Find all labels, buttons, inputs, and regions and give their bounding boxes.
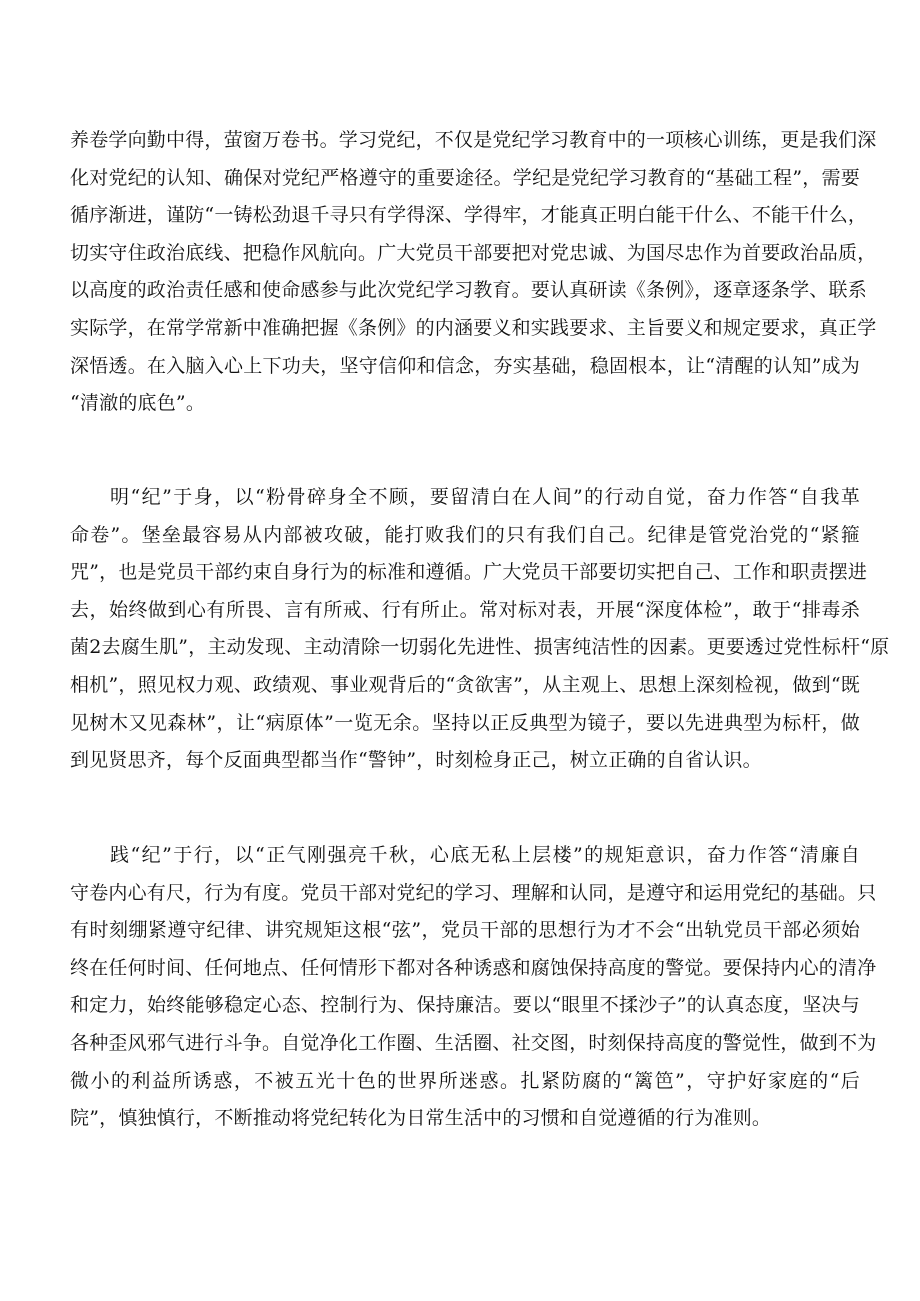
paragraph-line: 养卷学向勤中得，萤窗万卷书。学习党纪，不仅是党纪学习教育中的一项核心训练，更是我们深	[70, 129, 877, 151]
paragraph-line: 咒”，也是党员干部约束自身行为的标准和遵循。广大党员干部要切实把自己、工作和职责摆进	[70, 561, 868, 584]
paragraph-line: 相机”，照见权力观、政绩观、事业观背后的“贪欲害”，从主观上、思想上深刻检视，做到“既	[70, 673, 860, 696]
paragraph-line: 菌2去腐生肌”，主动发现、主动清除一切弱化先进性、损害纯洁性的因素。更要透过党性标杆“原	[70, 636, 890, 659]
paragraph-line: 明“纪”于身，以“粉骨碎身全不顾，要留清白在人间”的行动自觉，奋力作答“自我革	[110, 486, 860, 508]
paragraph-line: 切实守住政治底线、把稳作风航向。广大党员干部要把对党忠诚、为国尽忠作为首要政治品质，	[70, 241, 877, 264]
paragraph-line: 终在任何时间、任何地点、任何情形下都对各种诱惑和腐蚀保持高度的警觉。要保持内心的清净	[70, 956, 877, 979]
paragraph-1	[70, 122, 877, 423]
paragraph-line: 命卷”。堡垒最容易从内部被攻破，能打败我们的只有我们自己。纪律是管党治党的“紧箍	[70, 523, 860, 546]
paragraph-line: 践“纪”于行，以“正气刚强亮千秋，心底无私上层楼”的规矩意识，奋力作答“清廉自	[110, 844, 860, 866]
paragraph-line: 守卷内心有尺，行为有度。党员干部对党纪的学习、理解和认同，是遵守和运用党纪的基础。只	[70, 881, 877, 904]
paragraph-line: 和定力，始终能够稳定心态、控制行为、保持廉洁。要以“眼里不揉沙子”的认真态度，坚决与	[70, 994, 860, 1017]
paragraph-line: 化对党纪的认知、确保对党纪严格遵守的重要途径。学纪是党纪学习教育的“基础工程”，需要	[70, 166, 860, 189]
paragraph-line: 循序渐进，谨防“一铸松劲退千寻只有学得深、学得牢，才能真正明白能干什么、不能干什么，	[70, 204, 868, 227]
paragraph-line: 以高度的政治责任感和使命感参与此次党纪学习教育。要认真研读《条例》，逐章逐条学、联系	[70, 279, 867, 302]
paragraph-line: “清澈的底色”。	[70, 392, 206, 415]
paragraph-line: 实际学，在常学常新中准确把握《条例》的内涵要义和实践要求、主旨要义和规定要求，真正学	[70, 316, 877, 339]
paragraph-line: 院”，慎独慎行，不断推动将党纪转化为日常生活中的习惯和自觉遵循的行为准则。	[70, 1107, 772, 1130]
paragraph-3	[70, 837, 877, 1138]
paragraph-line: 见树木又见森林”，让“病原体”一览无余。坚持以正反典型为镜子，要以先进典型为标杆，做	[70, 711, 860, 734]
paragraph-line: 各种歪风邪气进行斗争。自觉净化工作圈、生活圈、社交图，时刻保持高度的警觉性，做到不为	[70, 1031, 877, 1054]
paragraph-2	[70, 479, 890, 780]
paragraph-line: 到见贤思齐，每个反面典型都当作“警钟”，时刻检身正己，树立正确的自省认识。	[70, 749, 762, 772]
paragraph-line: 有时刻绷紧遵守纪律、讲究规矩这根“弦”，党员干部的思想行为才不会“出轨党员干部必须始	[70, 919, 860, 942]
paragraph-line: 微小的利益所诱惑，不被五光十色的世界所迷惑。扎紧防腐的“篱笆”，守护好家庭的“后	[70, 1069, 860, 1092]
paragraph-line: 去，始终做到心有所畏、言有所戒、行有所止。常对标对表，开展“深度体检”，敢于“排毒杀	[70, 598, 860, 621]
paragraph-line: 深悟透。在入脑入心上下功夫，坚守信仰和信念，夯实基础，稳固根本，让“清醒的认知”成为	[70, 354, 860, 377]
